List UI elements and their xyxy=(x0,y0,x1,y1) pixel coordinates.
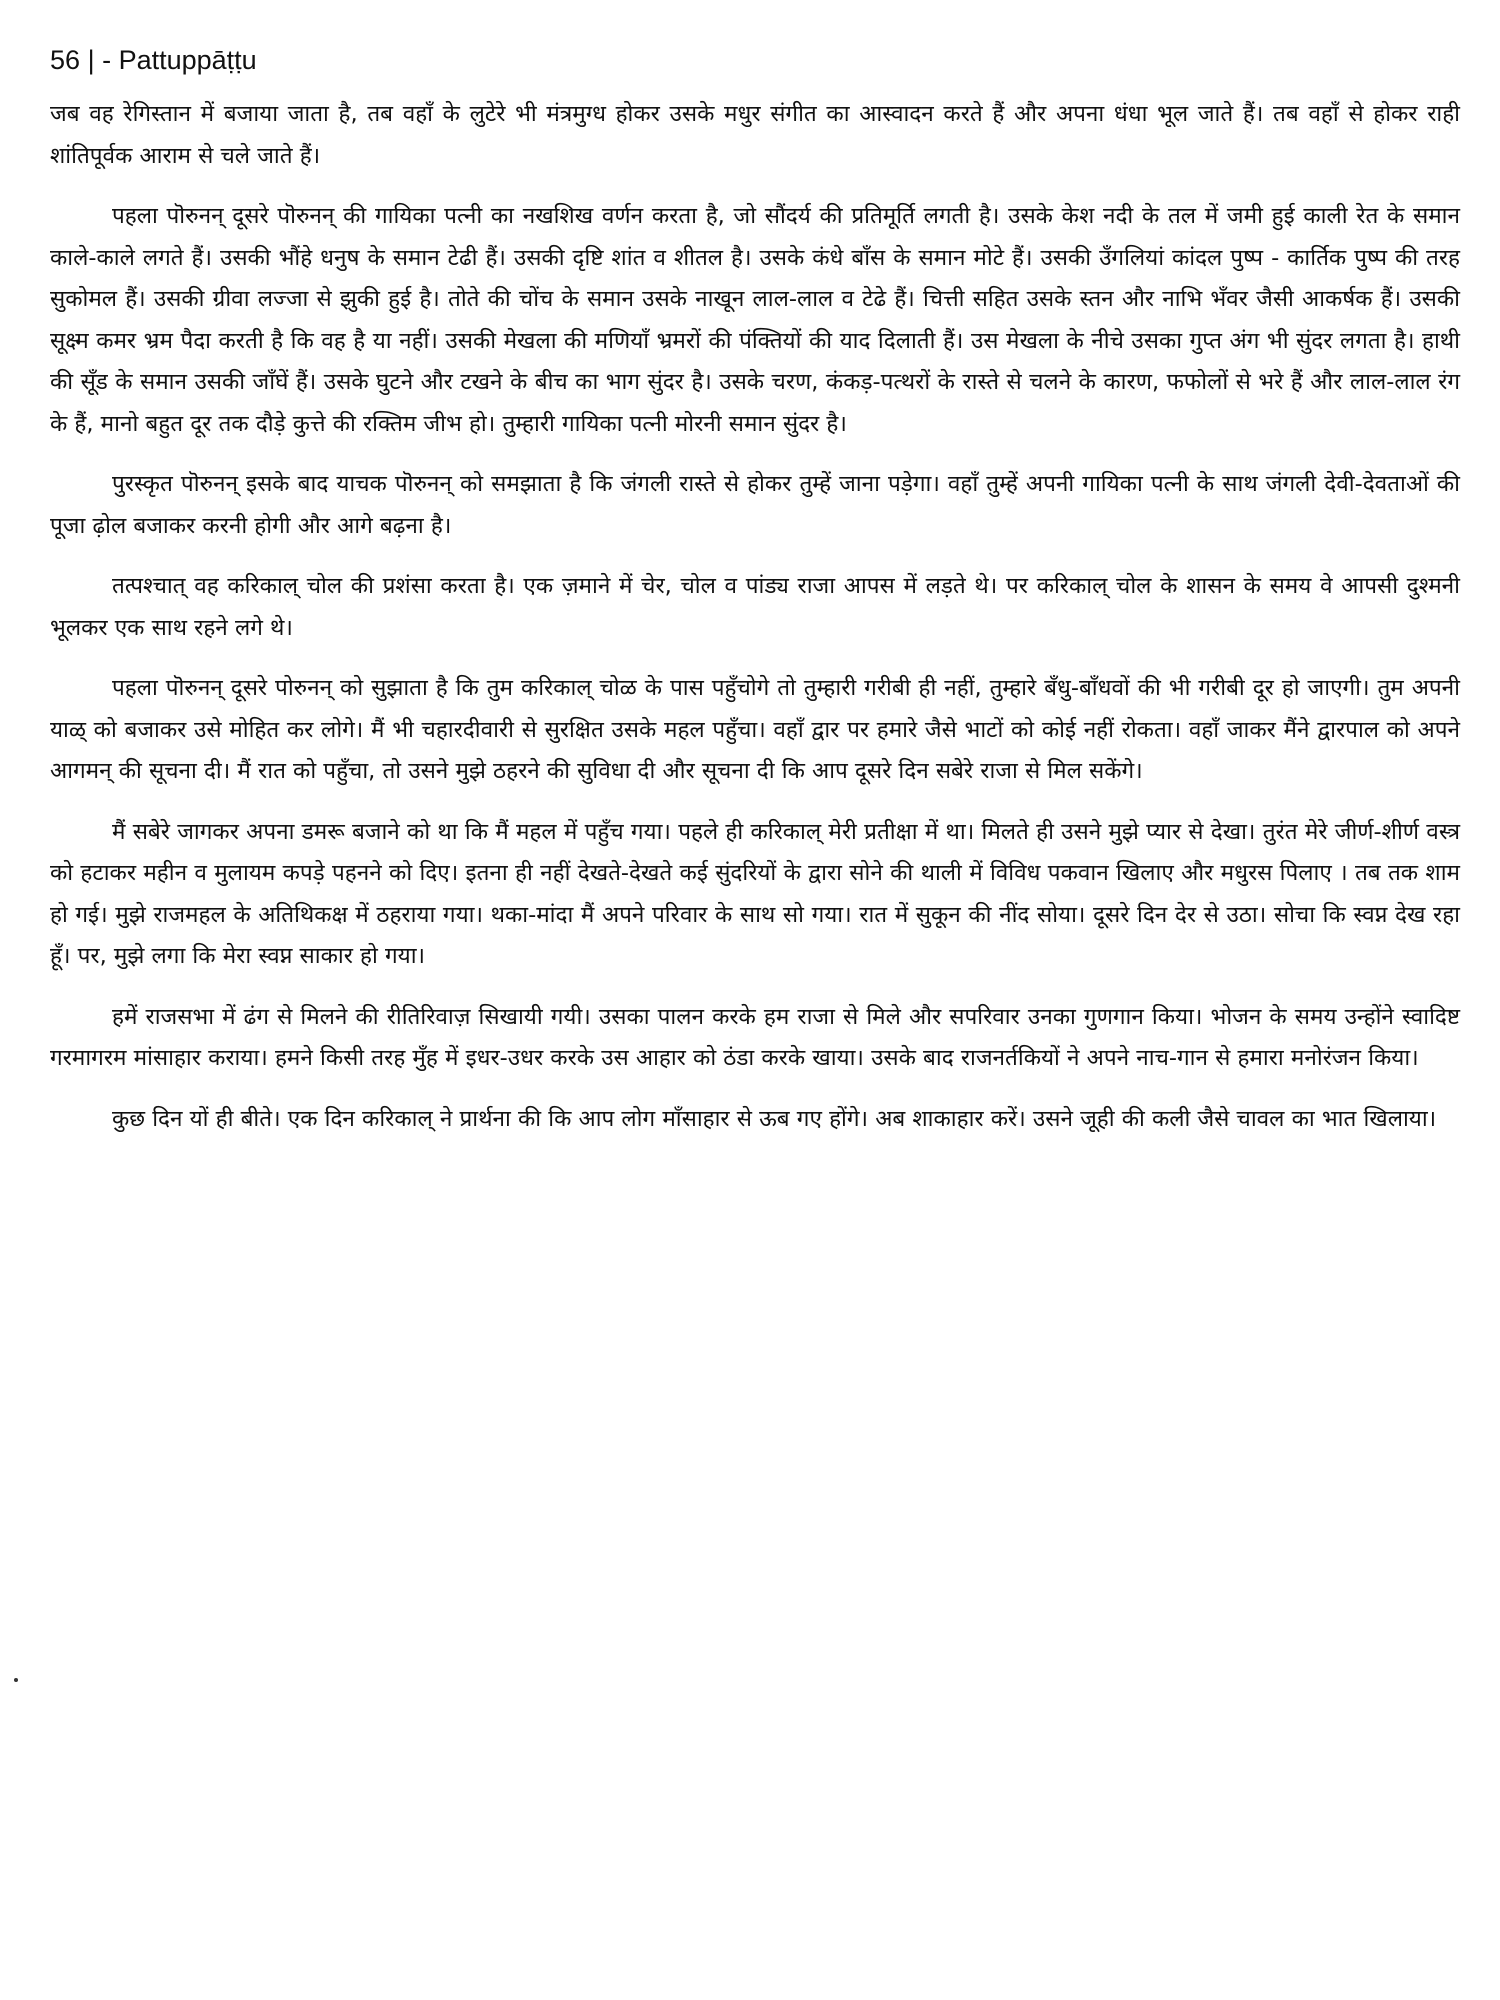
paragraph: पुरस्कृत पॊरुनन् इसके बाद याचक पॊरुनन् को समझाता है कि जंगली रास्ते से होकर तुम्हें जाना पड़ेगा। वहाँ तुम्हें अपनी गायिका पत्नी के साथ जंगली देवी-देवताओं की पूजा ढ़ोल बजाकर करनी होगी और आगे बढ़ना है। xyxy=(50,471,1460,539)
paragraph: पहला पॊरुनन् दूसरे पॊरुनन् की गायिका पत्नी का नखशिख वर्णन करता है, जो सौंदर्य की प्रतिमूर्ति लगती है। उसके केश नदी के तल में जमी हुई काली रेत के समान काले-काले लगते हैं। उसकी भौंहे धनुष के समान टेढी हैं। उसकी दृष्टि शांत व शीतल है। उसके कंधे बाँस के समान मोटे हैं। उसकी उँगलियां कांदल पुष्प - कार्तिक पुष्प की तरह सुकोमल हैं। उसकी ग्रीवा लज्जा से झुकी हुई है। तोते की चोंच के समान उसके नाखून लाल-लाल व टेढे हैं। चित्ती सहित उसके स्तन और नाभि भँवर जैसी आकर्षक हैं। उसकी सूक्ष्म कमर भ्रम पैदा करती है कि वह है या नहीं। उसकी मेखला की मणियाँ भ्रमरों की पंक्तियों की याद दिलाती हैं। उस मेखला के नीचे उसका गुप्त अंग भी सुंदर लगता है। हाथी की सूँड के समान उसकी जाँघें हैं। उसके घुटने और टखने के बीच का भाग सुंदर है। उसके चरण, कंकड़-पत्थरों के रास्ते से चलने के कारण, फफोलों से भरे हैं और लाल-लाल रंग के हैं, मानो बहुत दूर तक दौड़े कुत्ते की रक्तिम जीभ हो। तुम्हारी गायिका पत्नी मोरनी समान सुंदर है। xyxy=(50,203,1460,437)
paragraph: मैं सबेरे जागकर अपना डमरू बजाने को था कि मैं महल में पहुँच गया। पहले ही करिकाल् मेरी प्रतीक्षा में था। मिलते ही उसने मुझे प्यार से देखा। तुरंत मेरे जीर्ण-शीर्ण वस्त्र को हटाकर महीन व मुलायम कपड़े पहनने को दिए। इतना ही नहीं देखते-देखते कई सुंदरियों के द्वारा सोने की थाली में विविध पकवान खिलाए और मधुरस पिलाए । तब तक शाम हो गई। मुझे राजमहल के अतिथिकक्ष में ठहराया गया। थका-मांदा मैं अपने परिवार के साथ सो गया। रात में सुकून की नींद सोया। दूसरे दिन देर से उठा। सोचा कि स्वप्न देख रहा हूँ। पर, मुझे लगा कि मेरा स्वप्न साकार हो गया। xyxy=(50,818,1460,969)
book-title: - Pattuppāṭṭu xyxy=(102,45,257,75)
paragraph: पहला पॊरुनन् दूसरे पोरुनन् को सुझाता है कि तुम करिकाल् चोळ के पास पहुँचोगे तो तुम्हारी गरीबी ही नहीं, तुम्हारे बँधु-बाँधवों की भी गरीबी दूर हो जाएगी। तुम अपनी याळ् को बजाकर उसे मोहित कर लोगे। मैं भी चहारदीवारी से सुरक्षित उसके महल पहुँचा। वहाँ द्वार पर हमारे जैसे भाटों को कोई नहीं रोकता। वहाँ जाकर मैंने द्वारपाल को अपने आगमन् की सूचना दी। मैं रात को पहुँचा, तो उसने मुझे ठहरने की सुविधा दी और सूचना दी कि आप दूसरे दिन सबेरे राजा से मिल सकेंगे। xyxy=(50,675,1460,784)
page-header xyxy=(50,40,1460,80)
stray-mark xyxy=(14,1678,18,1682)
paragraph: जब वह रेगिस्तान में बजाया जाता है, तब वहाँ के लुटेरे भी मंत्रमुग्ध होकर उसके मधुर संगीत का आस्वादन करते हैं और अपना धंधा भूल जाते हैं। तब वहाँ से होकर राही शांतिपूर्वक आराम से चले जाते हैं। xyxy=(50,101,1460,169)
page-number: 56 xyxy=(50,45,81,75)
paragraph: हमें राजसभा में ढंग से मिलने की रीतिरिवाज़ सिखायी गयी। उसका पालन करके हम राजा से मिले और सपरिवार उनका गुणगान किया। भोजन के समय उन्होंने स्वादिष्ट गरमागरम मांसाहार कराया। हमने किसी तरह मुँह में इधर-उधर करके उस आहार को ठंडा करके खाया। उसके बाद राजनर्तकियों ने अपने नाच-गान से हमारा मनोरंजन किया। xyxy=(50,1003,1460,1071)
paragraph: कुछ दिन यों ही बीते। एक दिन करिकाल् ने प्रार्थना की कि आप लोग माँसाहार से ऊब गए होंगे। अब शाकाहार करें। उसने जूही की कली जैसे चावल का भात खिलाया। xyxy=(112,1105,1437,1132)
page xyxy=(50,40,1460,1159)
body-text xyxy=(50,94,1460,1140)
paragraph: तत्पश्चात् वह करिकाल् चोल की प्रशंसा करता है। एक ज़माने में चेर, चोल व पांड्य राजा आपस में लड़ते थे। पर करिकाल् चोल के शासन के समय वे आपसी दुश्मनी भूलकर एक साथ रहने लगे थे। xyxy=(50,573,1460,641)
header-separator: | xyxy=(87,45,95,75)
